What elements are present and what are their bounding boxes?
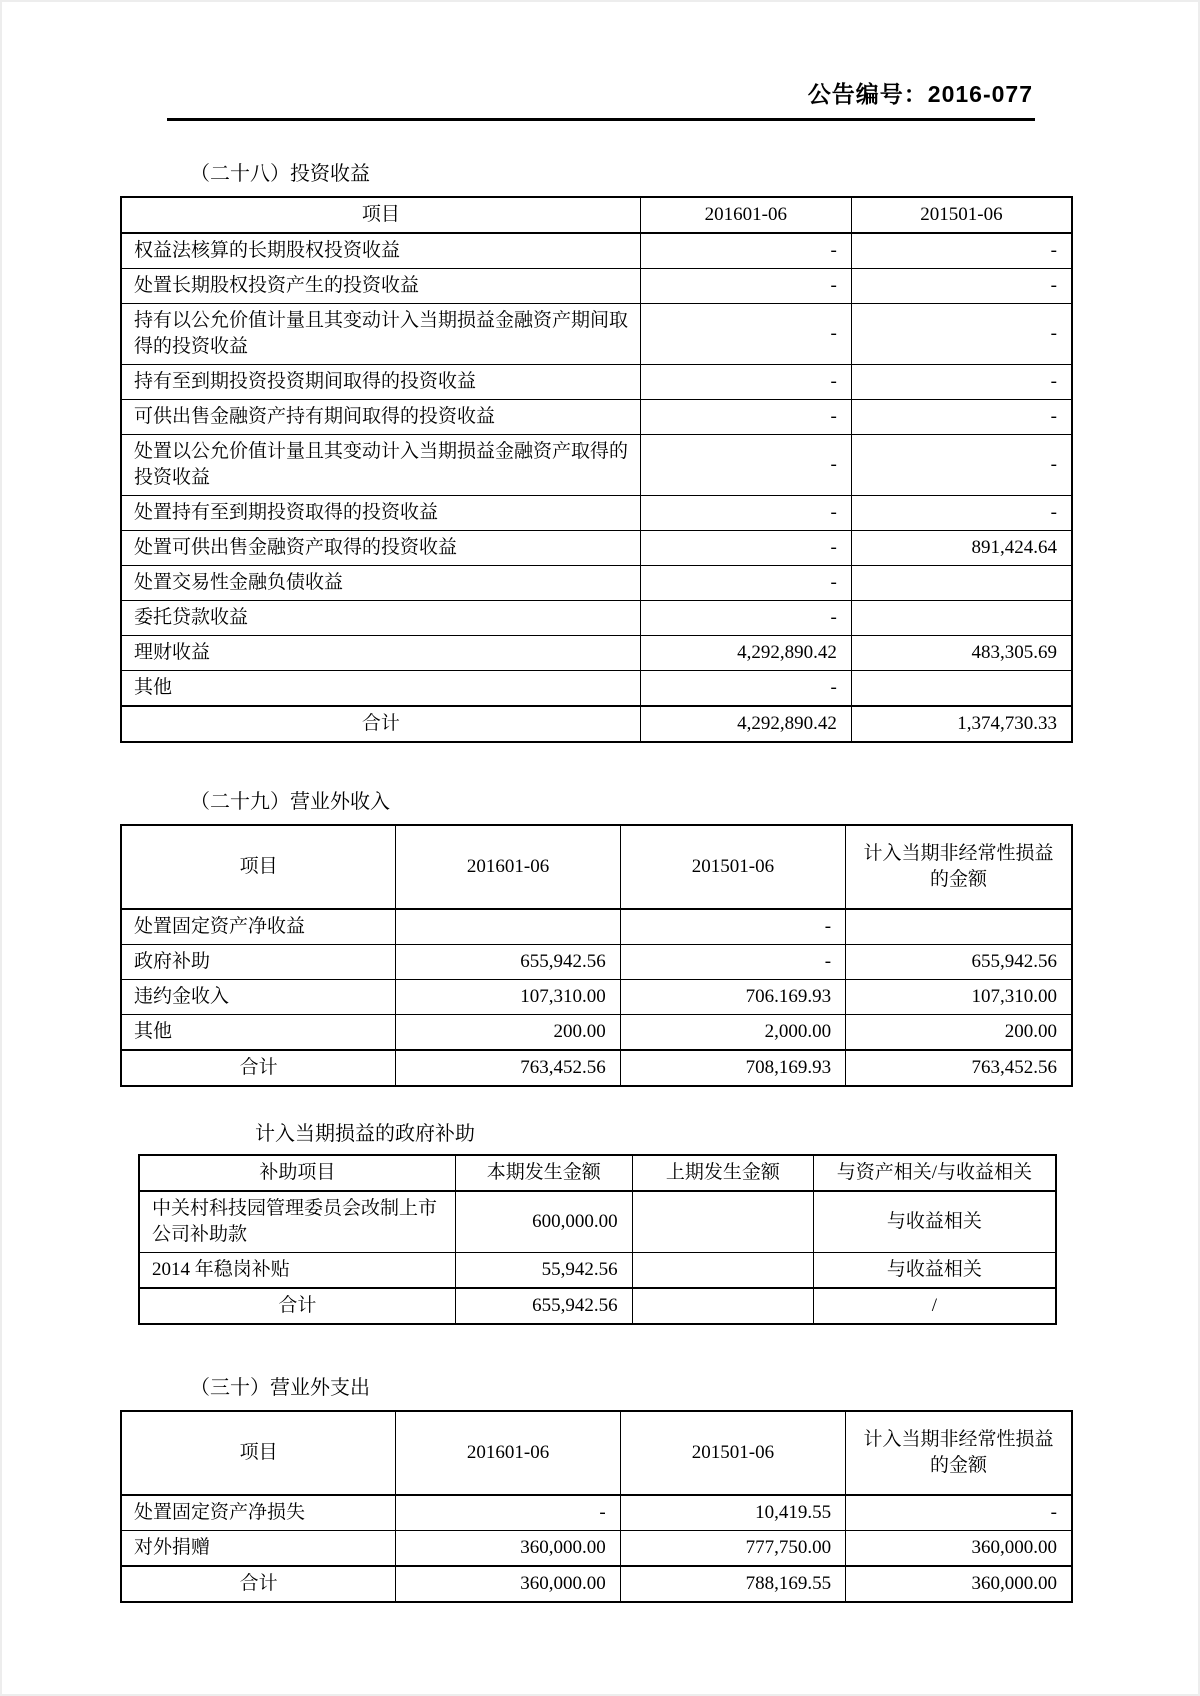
- cell-value: 与收益相关: [814, 1253, 1056, 1289]
- cell-value: -: [851, 304, 1072, 365]
- cell-value: -: [640, 365, 851, 400]
- table-row: [121, 601, 1072, 636]
- investment-income-body: [121, 233, 1072, 706]
- table-row: [121, 531, 1072, 566]
- cell-value: -: [640, 233, 851, 269]
- cell-value: 655,942.56: [396, 945, 620, 980]
- header-rule: [167, 118, 1035, 121]
- row-label: 理财收益: [121, 636, 640, 671]
- total-value: /: [814, 1288, 1056, 1324]
- row-label: 其他: [121, 1015, 396, 1051]
- row-label: 处置以公允价值计量且其变动计入当期损益金融资产取得的投资收益: [121, 435, 640, 496]
- table-total-row: [121, 706, 1072, 742]
- total-label: 合计: [139, 1288, 455, 1324]
- sub-title-government-subsidy: 计入当期损益的政府补助: [255, 1123, 475, 1145]
- table-row: [121, 566, 1072, 601]
- col-header-nonrecurring-amount: 计入当期非经常性损益的金额: [846, 825, 1072, 909]
- col-header-period-prior: 201501-06: [620, 825, 845, 909]
- col-header-current-amount: 本期发生金额: [455, 1155, 632, 1191]
- table-total-row: [121, 1050, 1072, 1086]
- cell-value: [851, 671, 1072, 707]
- table-header-row: [121, 197, 1072, 233]
- total-value: 360,000.00: [846, 1566, 1072, 1602]
- cell-value: 483,305.69: [851, 636, 1072, 671]
- table-row: [139, 1253, 1056, 1289]
- row-label: 对外捐赠: [121, 1531, 396, 1567]
- cell-value: 600,000.00: [455, 1191, 632, 1253]
- cell-value: -: [396, 1495, 620, 1531]
- cell-value: [851, 566, 1072, 601]
- table-row: [121, 1495, 1072, 1531]
- row-label: 2014 年稳岗补贴: [139, 1253, 455, 1289]
- cell-value: -: [851, 365, 1072, 400]
- table-row: [121, 636, 1072, 671]
- row-label: 处置交易性金融负债收益: [121, 566, 640, 601]
- total-value: 1,374,730.33: [851, 706, 1072, 742]
- cell-value: -: [640, 531, 851, 566]
- table-row: [121, 1015, 1072, 1051]
- table-header-row: [139, 1155, 1056, 1191]
- cell-value: [851, 601, 1072, 636]
- non-operating-income-body: [121, 909, 1072, 1050]
- cell-value: [396, 909, 620, 945]
- row-label: 持有至到期投资投资期间取得的投资收益: [121, 365, 640, 400]
- table-row: [121, 496, 1072, 531]
- col-header-subsidy-item: 补助项目: [139, 1155, 455, 1191]
- table-row: [121, 365, 1072, 400]
- cell-value: -: [851, 400, 1072, 435]
- total-value: 763,452.56: [396, 1050, 620, 1086]
- row-label: 处置可供出售金融资产取得的投资收益: [121, 531, 640, 566]
- table-header-row: [121, 825, 1072, 909]
- table-row: [121, 671, 1072, 707]
- col-header-asset-or-income-related: 与资产相关/与收益相关: [814, 1155, 1056, 1191]
- table-total-row: [121, 1566, 1072, 1602]
- row-label: 其他: [121, 671, 640, 707]
- row-label: 处置固定资产净损失: [121, 1495, 396, 1531]
- row-label: 可供出售金融资产持有期间取得的投资收益: [121, 400, 640, 435]
- total-value: 788,169.55: [620, 1566, 845, 1602]
- doc-number: 公告编号：2016-077: [807, 81, 1033, 107]
- row-label: 违约金收入: [121, 980, 396, 1015]
- table-row: [139, 1191, 1056, 1253]
- cell-value: -: [620, 909, 845, 945]
- table-row: [121, 980, 1072, 1015]
- total-label: 合计: [121, 706, 640, 742]
- government-subsidy-table: [138, 1154, 1057, 1325]
- row-label: 持有以公允价值计量且其变动计入当期损益金融资产期间取得的投资收益: [121, 304, 640, 365]
- cell-value: 55,942.56: [455, 1253, 632, 1289]
- cell-value: -: [640, 496, 851, 531]
- col-header-period-prior: 201501-06: [620, 1411, 845, 1495]
- cell-value: [846, 909, 1072, 945]
- cell-value: 4,292,890.42: [640, 636, 851, 671]
- cell-value: 360,000.00: [396, 1531, 620, 1567]
- table-row: [121, 909, 1072, 945]
- cell-value: 200.00: [396, 1015, 620, 1051]
- row-label: 委托贷款收益: [121, 601, 640, 636]
- cell-value: 706.169.93: [620, 980, 845, 1015]
- col-header-period-current: 201601-06: [396, 825, 620, 909]
- table-row: [121, 435, 1072, 496]
- col-header-period-current: 201601-06: [640, 197, 851, 233]
- row-label: 处置固定资产净收益: [121, 909, 396, 945]
- col-header-item: 项目: [121, 197, 640, 233]
- table-header-row: [121, 1411, 1072, 1495]
- cell-value: -: [620, 945, 845, 980]
- cell-value: [632, 1191, 814, 1253]
- table-row: [121, 233, 1072, 269]
- cell-value: -: [640, 304, 851, 365]
- col-header-period-current: 201601-06: [396, 1411, 620, 1495]
- total-value: 360,000.00: [396, 1566, 620, 1602]
- cell-value: 107,310.00: [846, 980, 1072, 1015]
- cell-value: 777,750.00: [620, 1531, 845, 1567]
- section-title-non-operating-income: （二十九）营业外收入: [190, 791, 390, 813]
- row-label: 处置持有至到期投资取得的投资收益: [121, 496, 640, 531]
- total-value: 4,292,890.42: [640, 706, 851, 742]
- cell-value: 107,310.00: [396, 980, 620, 1015]
- row-label: 政府补助: [121, 945, 396, 980]
- total-label: 合计: [121, 1050, 396, 1086]
- row-label: 权益法核算的长期股权投资收益: [121, 233, 640, 269]
- total-value: 708,169.93: [620, 1050, 845, 1086]
- cell-value: 200.00: [846, 1015, 1072, 1051]
- total-label: 合计: [121, 1566, 396, 1602]
- table-total-row: [139, 1288, 1056, 1324]
- table-row: [121, 269, 1072, 304]
- non-operating-income-table: [120, 824, 1073, 1087]
- section-title-non-operating-expenses: （三十）营业外支出: [190, 1377, 370, 1399]
- cell-value: -: [846, 1495, 1072, 1531]
- total-value: [632, 1288, 814, 1324]
- cell-value: -: [640, 435, 851, 496]
- table-row: [121, 945, 1072, 980]
- row-label: 中关村科技园管理委员会改制上市公司补助款: [139, 1191, 455, 1253]
- cell-value: 360,000.00: [846, 1531, 1072, 1567]
- col-header-item: 项目: [121, 1411, 396, 1495]
- cell-value: 10,419.55: [620, 1495, 845, 1531]
- cell-value: [632, 1253, 814, 1289]
- non-operating-expenses-body: [121, 1495, 1072, 1566]
- cell-value: -: [851, 435, 1072, 496]
- row-label: 处置长期股权投资产生的投资收益: [121, 269, 640, 304]
- table-row: [121, 400, 1072, 435]
- non-operating-expenses-table: [120, 1410, 1073, 1603]
- investment-income-table: [120, 196, 1073, 743]
- cell-value: -: [640, 400, 851, 435]
- cell-value: 891,424.64: [851, 531, 1072, 566]
- cell-value: 655,942.56: [846, 945, 1072, 980]
- col-header-nonrecurring-amount: 计入当期非经常性损益的金额: [846, 1411, 1072, 1495]
- col-header-item: 项目: [121, 825, 396, 909]
- government-subsidy-body: [139, 1191, 1056, 1288]
- cell-value: -: [851, 233, 1072, 269]
- table-row: [121, 1531, 1072, 1567]
- cell-value: -: [851, 269, 1072, 304]
- cell-value: -: [851, 496, 1072, 531]
- cell-value: 与收益相关: [814, 1191, 1056, 1253]
- cell-value: -: [640, 671, 851, 707]
- cell-value: -: [640, 566, 851, 601]
- cell-value: 2,000.00: [620, 1015, 845, 1051]
- total-value: 763,452.56: [846, 1050, 1072, 1086]
- cell-value: -: [640, 269, 851, 304]
- total-value: 655,942.56: [455, 1288, 632, 1324]
- cell-value: -: [640, 601, 851, 636]
- col-header-prior-amount: 上期发生金额: [632, 1155, 814, 1191]
- col-header-period-prior: 201501-06: [851, 197, 1072, 233]
- section-title-investment-income: （二十八）投资收益: [190, 163, 370, 185]
- table-row: [121, 304, 1072, 365]
